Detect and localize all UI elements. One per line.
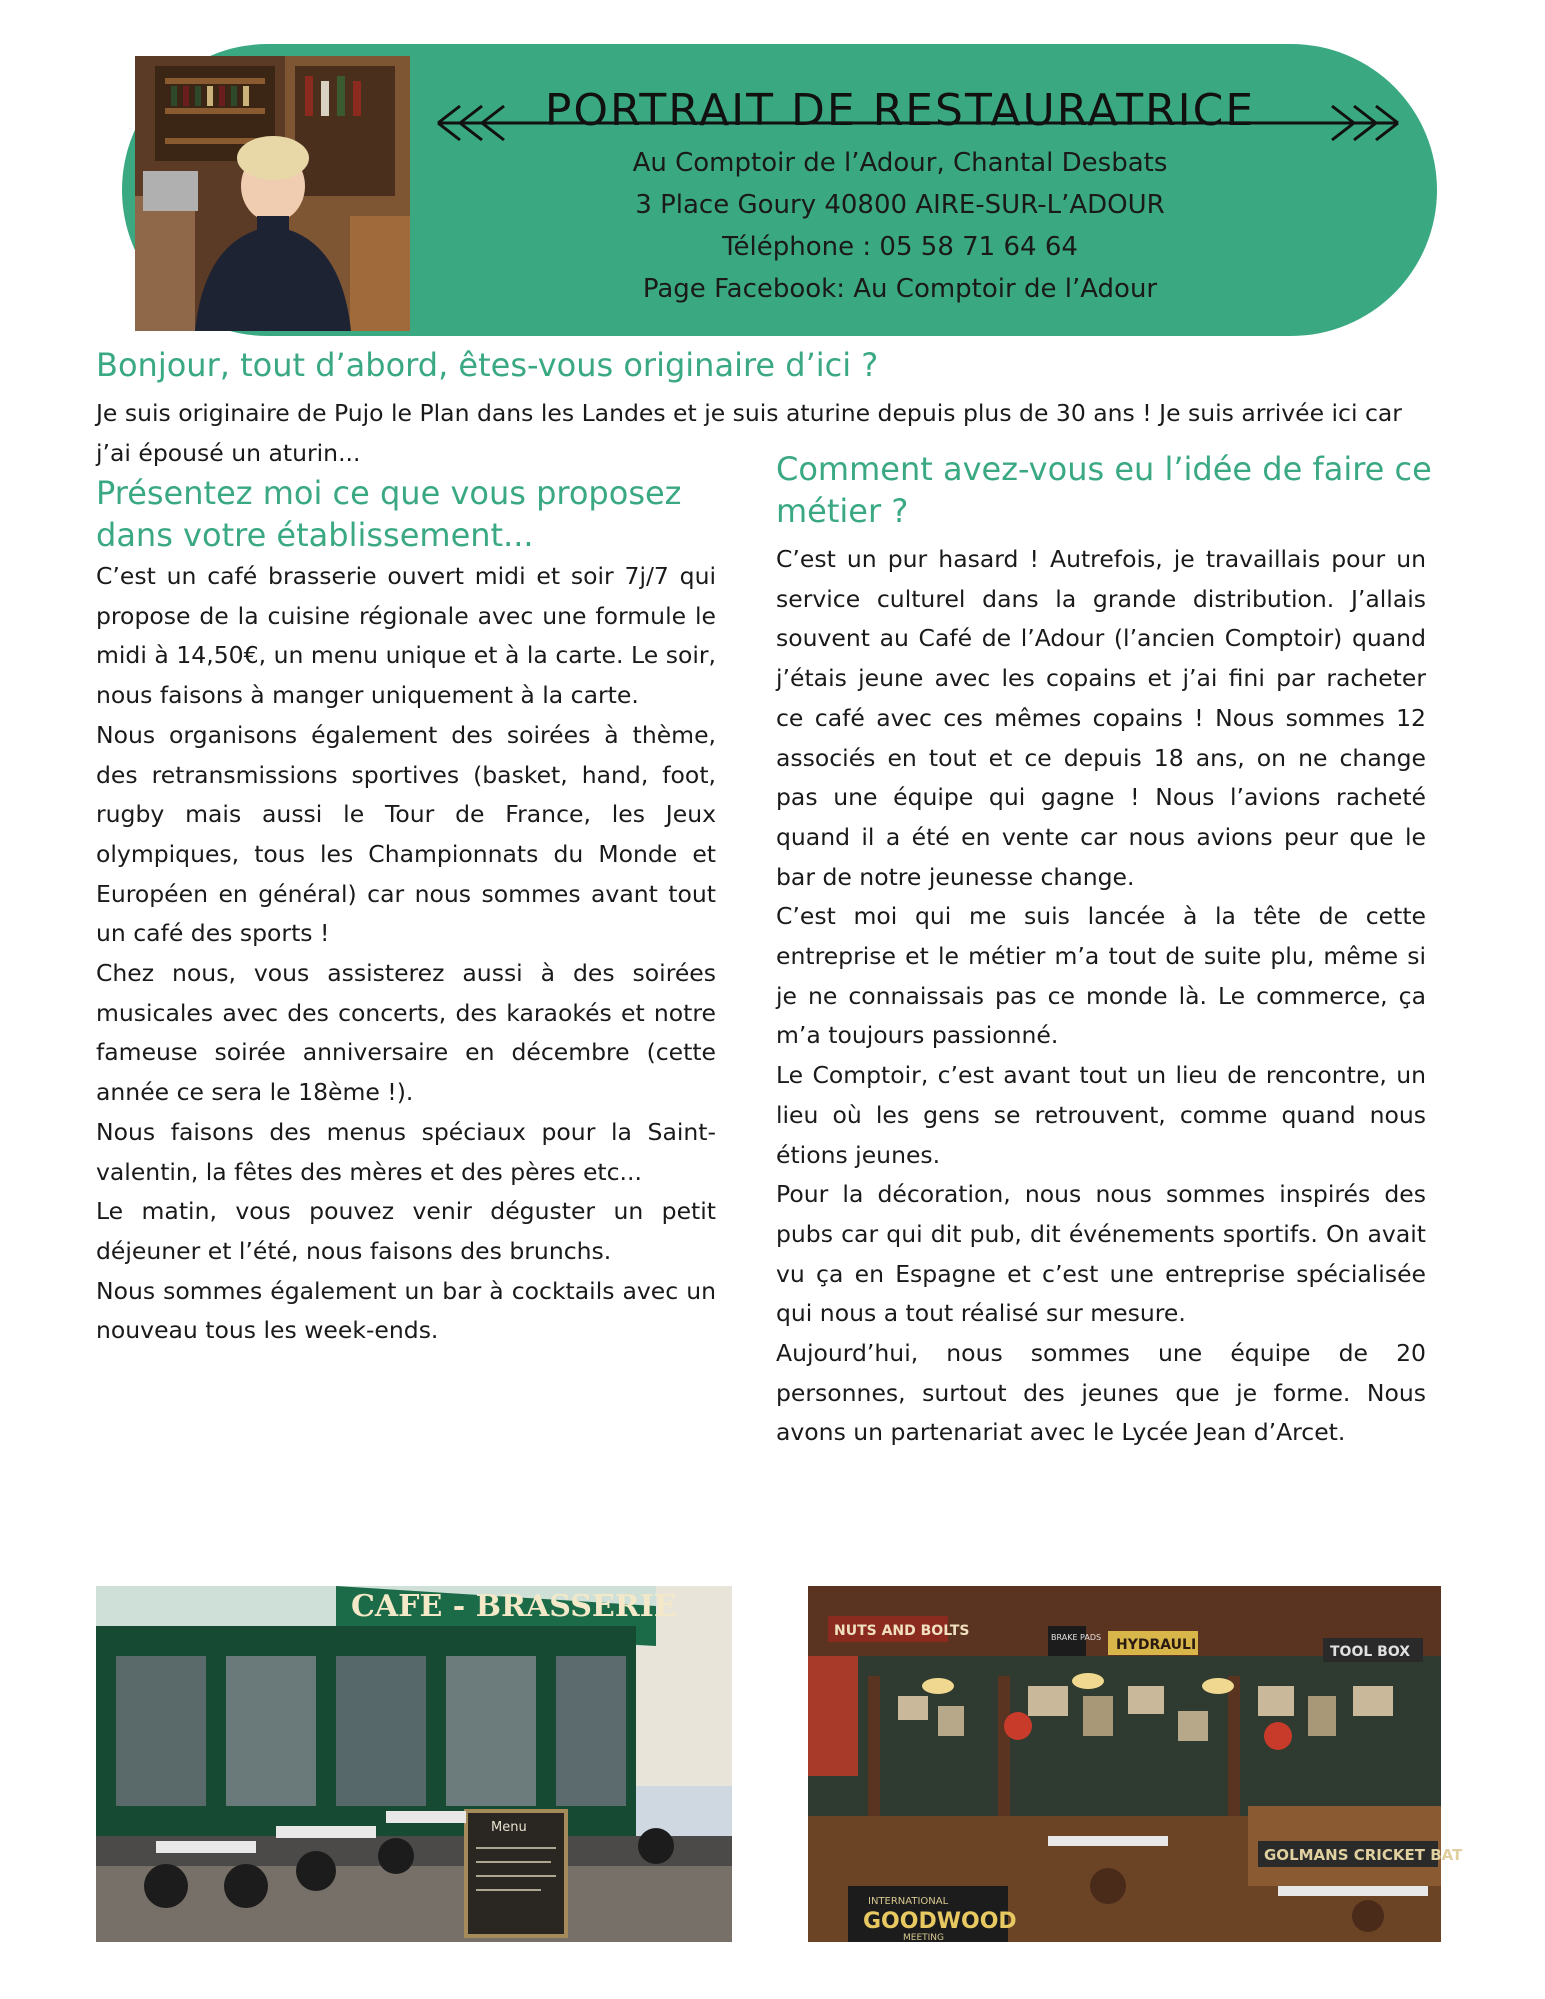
intro-question: Bonjour, tout d’abord, êtes-vous originaire d’ici ? [96, 346, 879, 384]
interior-photo [808, 1586, 1463, 1943]
sign-golmans-cricket-bat: GOLMANS CRICKET BAT [1264, 1846, 1463, 1864]
interior-illustration [808, 1586, 1463, 1943]
portrait-photo [135, 56, 410, 331]
facade-photo [96, 1586, 732, 1942]
sign-goodwood: GOODWOOD [863, 1909, 1017, 1934]
career-paragraph: Pour la décoration, nous nous sommes inspirés des pubs car qui dit pub, dit événements sportifs. On avait vu ça en Espagne et c’est une entreprise spécialisée qui nous a tout réalisé sur mesure. [776, 1180, 1426, 1328]
facade-sign-text: CAFE - BRASSERIE [351, 1589, 677, 1624]
career-paragraph: Le Comptoir, c’est avant tout un lieu de rencontre, un lieu où les gens se retrouvent, comme quand nous étions jeunes. [776, 1061, 1426, 1169]
facebook-line: Page Facebook: Au Comptoir de l’Adour [642, 274, 1158, 304]
page-title: PORTRAIT DE RESTAURATRICE [544, 85, 1256, 137]
facade-illustration [96, 1586, 732, 1942]
portrait-illustration [135, 56, 410, 331]
intro-answer: Je suis originaire de Pujo le Plan dans les Landes et je suis aturine depuis plus de 30 ans ! Je suis arrivée ici car j’ai épousé un aturin... [96, 399, 1402, 467]
contact-info [480, 142, 1320, 310]
career-paragraph: C’est un pur hasard ! Autrefois, je travaillais pour un service culturel dans la grande distribution. J’allais souvent au Café de l’Adour (l’ancien Comptoir) quand j’étais jeune avec les copains et j’ai fini par racheter ce café avec ces mêmes copains ! Nous sommes 12 associés en tout et ce depuis 18 ans, on ne change pas une équipe qui gagne ! Nous l’avions racheté quand il a été en vente car nous avions peur que le bar de notre jeunesse change. [776, 545, 1426, 891]
career-question: Comment avez-vous eu l’idée de faire ce métier ? [776, 450, 1432, 530]
sign-tool-box: TOOL BOX [1330, 1644, 1411, 1660]
offer-paragraph: C’est un café brasserie ouvert midi et soir 7j/7 qui propose de la cuisine régionale avec une formule le midi à 14,50€, un menu unique et à la carte. Le soir, nous faisons à manger uniquement à la carte. [96, 562, 716, 710]
sign-nuts-and-bolts: NUTS AND BOLTS [834, 1623, 970, 1639]
arrow-decoration-icon [438, 98, 1398, 148]
offer-paragraph: Nous sommes également un bar à cocktails avec un nouveau tous les week-ends. [96, 1276, 716, 1345]
sign-brake-pads: BRAKE PADS [1051, 1633, 1102, 1642]
offer-answer [96, 557, 716, 1351]
menu-board-text: Menu [491, 1820, 527, 1835]
career-paragraph: Aujourd’hui, nous sommes une équipe de 20 personnes, surtout des jeunes que je forme. Nous avons un partenariat avec le Lycée Jean d’Arcet. [776, 1339, 1426, 1447]
offer-paragraph: Chez nous, vous assisterez aussi à des soirées musicales avec des concerts, des karaokés et notre fameuse soirée anniversaire en décembre (cette année ce sera le 18ème !). [96, 959, 716, 1107]
sign-international: INTERNATIONAL [868, 1896, 949, 1907]
career-paragraph: C’est moi qui me suis lancée à la tête de cette entreprise et le métier m’a tout de suite plu, même si je ne connaissais pas ce monde là. Le commerce, ça m’a toujours passionné. [776, 902, 1426, 1050]
address-line: 3 Place Goury 40800 AIRE-SUR-L’ADOUR [635, 190, 1165, 220]
restaurant-name-line: Au Comptoir de l’Adour, Chantal Desbats [632, 148, 1168, 178]
sign-hydrauli: HYDRAULI [1116, 1637, 1197, 1653]
phone-line: Téléphone : 05 58 71 64 64 [722, 232, 1078, 262]
offer-paragraph: Nous organisons également des soirées à thème, des retransmissions sportives (basket, hand, foot, rugby mais aussi le Tour de France, les Jeux olympiques, tous les Championnats du Monde et Européen en général) car nous sommes avant tout un café des sports ! [96, 720, 716, 948]
offer-paragraph: Le matin, vous pouvez venir déguster un petit déjeuner et l’été, nous faisons des brunchs. [96, 1197, 716, 1265]
offer-paragraph: Nous faisons des menus spéciaux pour la Saint-valentin, la fêtes des mères et des pères etc... [96, 1117, 716, 1186]
career-answer [776, 540, 1426, 1453]
offer-question: Présentez moi ce que vous proposez dans votre établissement... [96, 474, 682, 554]
sign-meeting: MEETING [903, 1933, 944, 1943]
